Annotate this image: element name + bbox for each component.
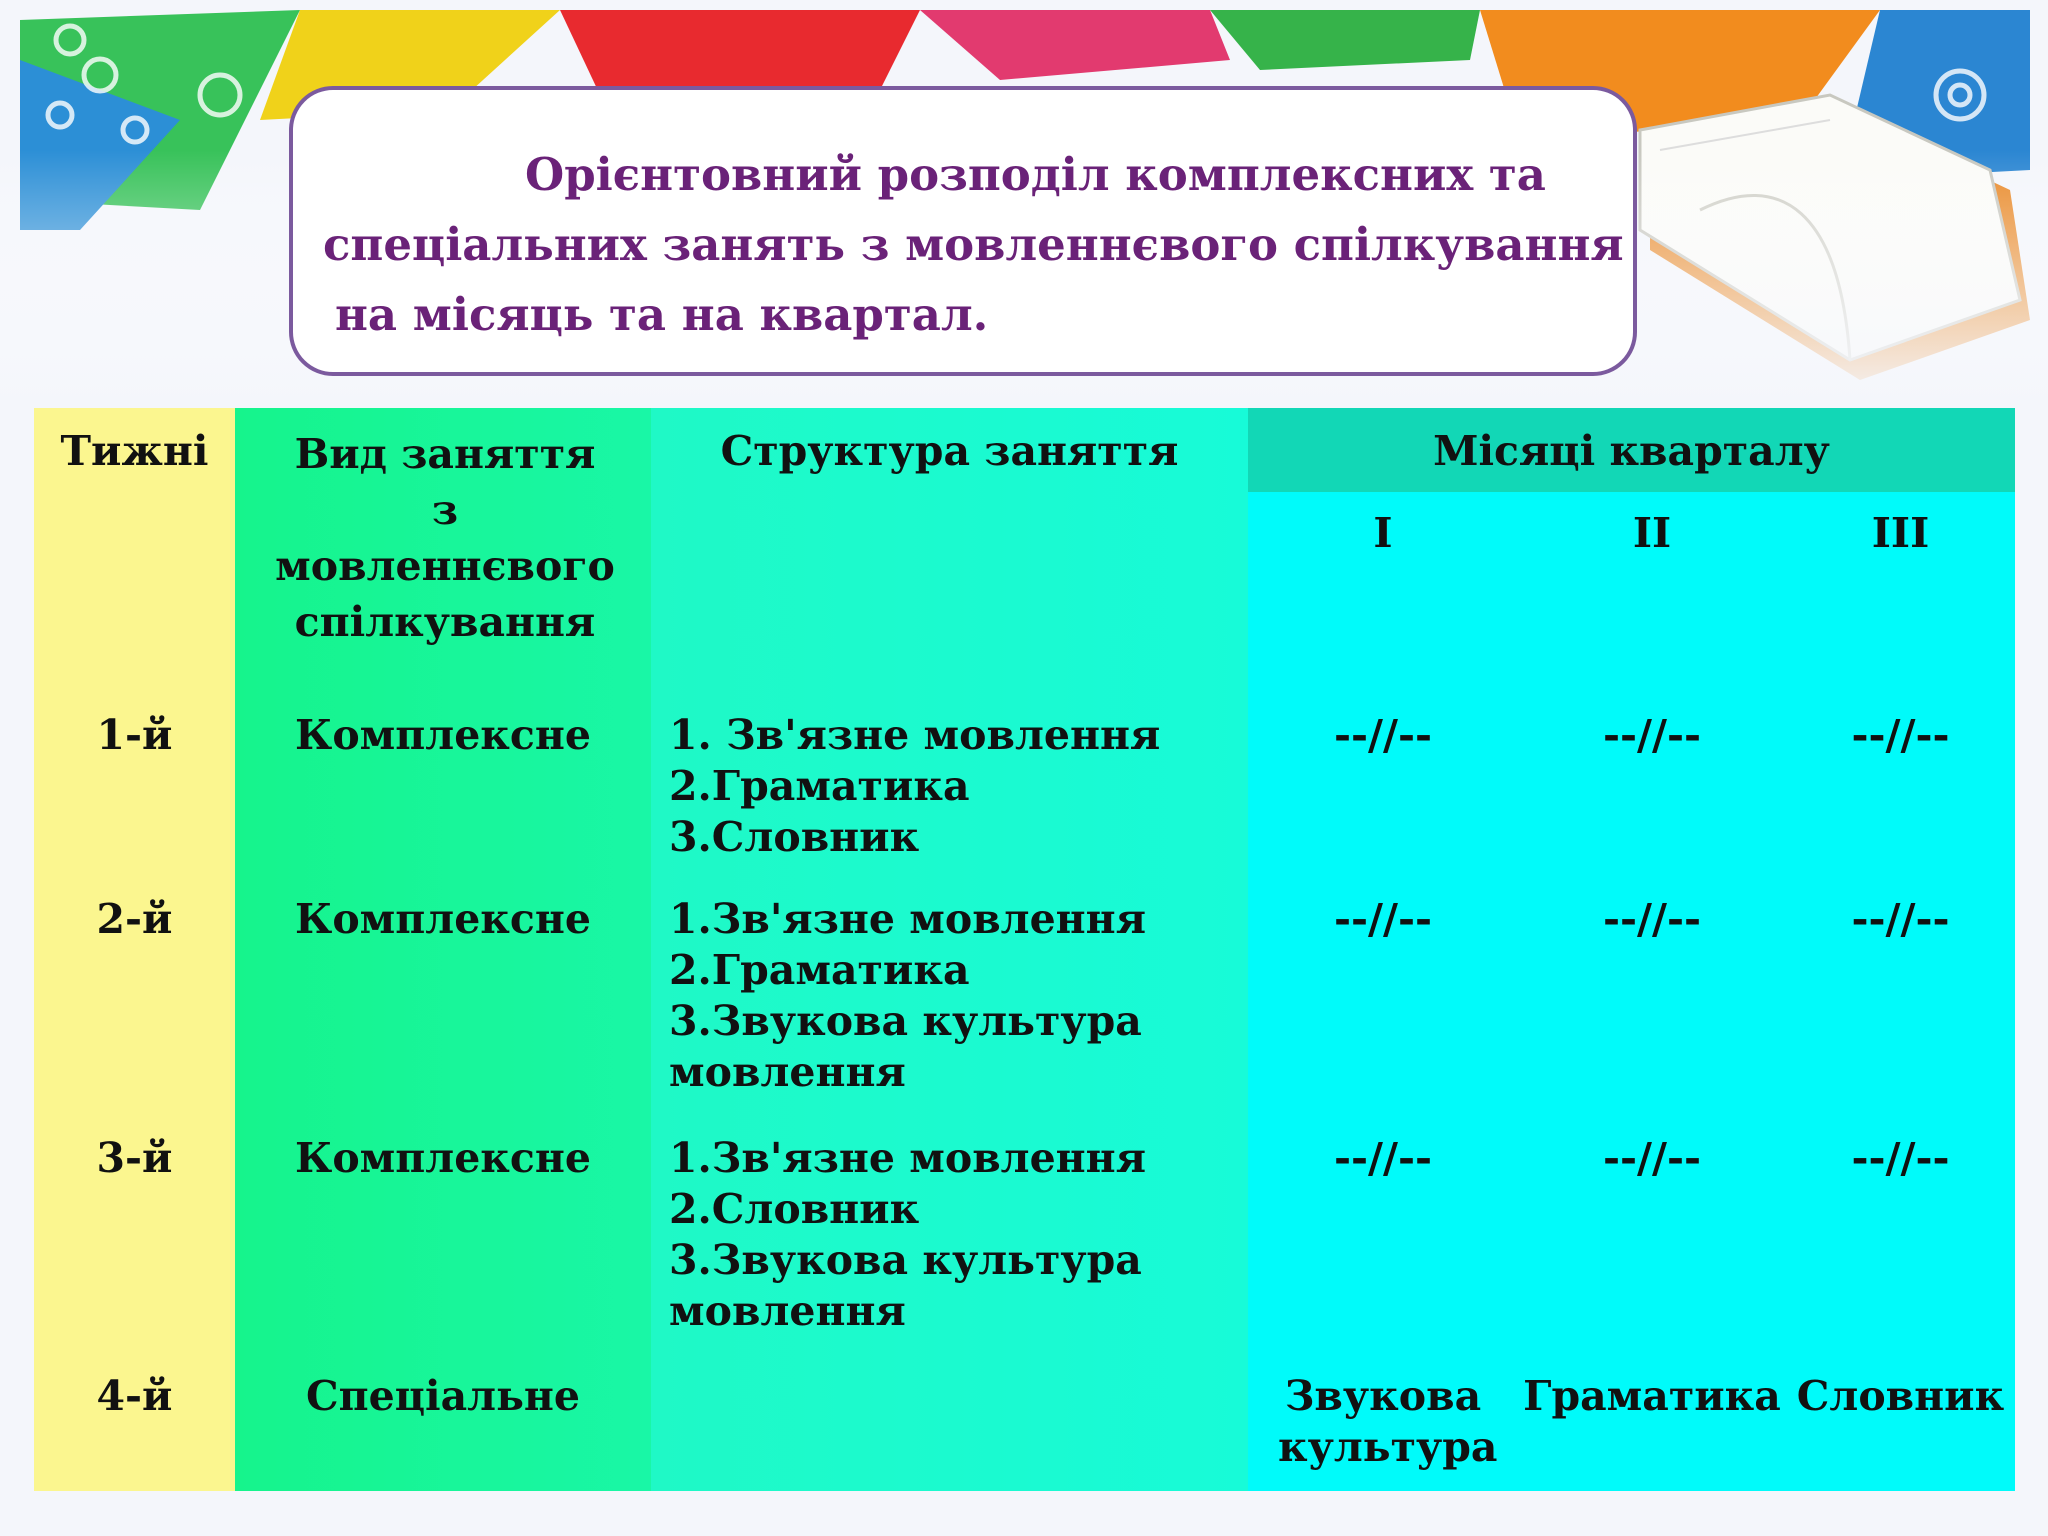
months-column bbox=[1248, 408, 2015, 1491]
row-4-month-2: Граматика bbox=[1523, 1372, 1781, 1420]
header-weeks: Тижні bbox=[60, 427, 209, 475]
row-4-month-3: Словник bbox=[1796, 1372, 2005, 1420]
row-2-type: Комплексне bbox=[295, 895, 591, 943]
row-4-type: Спеціальне bbox=[306, 1372, 580, 1420]
row-3-month-3: --//-- bbox=[1851, 1134, 1950, 1182]
header-structure: Структура заняття bbox=[720, 427, 1179, 475]
row-1-month-3: --//-- bbox=[1851, 711, 1950, 759]
row-1-week: 1-й bbox=[96, 711, 173, 759]
header-month-2: II bbox=[1632, 509, 1672, 557]
row-2-week: 2-й bbox=[96, 895, 173, 943]
row-3-structure: 1.Зв'язне мовлення 2.Словник 3.Звукова культура мовлення bbox=[669, 1134, 1146, 1335]
row-2-month-3: --//-- bbox=[1851, 895, 1950, 943]
title-line-3: на місяць та на квартал. bbox=[335, 288, 989, 341]
row-1-month-2: --//-- bbox=[1602, 711, 1701, 759]
row-1-structure: 1. Зв'язне мовлення 2.Граматика 3.Словник bbox=[669, 711, 1161, 861]
row-2-month-1: --//-- bbox=[1333, 895, 1432, 943]
row-2-month-2: --//-- bbox=[1602, 895, 1701, 943]
row-1-month-1: --//-- bbox=[1333, 711, 1432, 759]
header-months: Місяці кварталу bbox=[1433, 427, 1830, 475]
header-month-3: III bbox=[1871, 509, 1930, 557]
row-2-structure: 1.Зв'язне мовлення 2.Граматика 3.Звукова культура мовлення bbox=[669, 895, 1146, 1096]
title-box bbox=[289, 86, 1637, 376]
row-3-month-2: --//-- bbox=[1602, 1134, 1701, 1182]
row-4-month-1: Звукова культура bbox=[1278, 1372, 1498, 1471]
title-line-2: спеціальних занять з мовленнєвого спілкування bbox=[323, 218, 1624, 271]
row-3-type: Комплексне bbox=[295, 1134, 591, 1182]
row-3-month-1: --//-- bbox=[1333, 1134, 1432, 1182]
header-type: Вид заняття з мовленнєвого спілкування bbox=[275, 430, 615, 646]
weeks-column bbox=[34, 408, 235, 1491]
header-month-1: I bbox=[1373, 509, 1393, 557]
row-1-type: Комплексне bbox=[295, 711, 591, 759]
title-line-1: Орієнтовний розподіл комплексних та bbox=[525, 148, 1546, 201]
row-3-week: 3-й bbox=[96, 1134, 173, 1182]
schedule-table bbox=[34, 408, 2015, 1491]
row-4-week: 4-й bbox=[96, 1372, 173, 1420]
